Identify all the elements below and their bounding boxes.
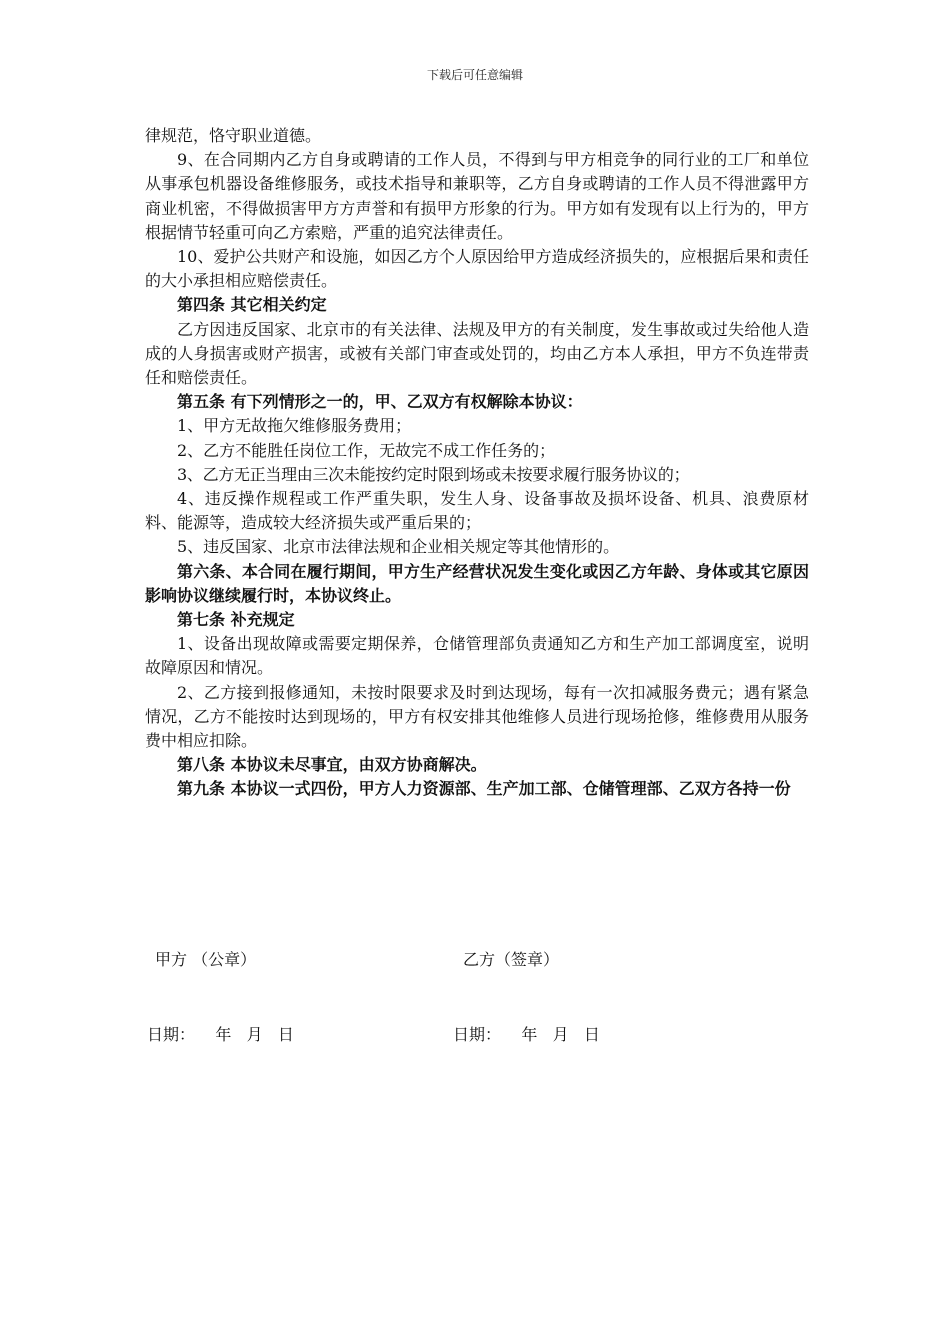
paragraph: 乙方因违反国家、北京市的有关法律、法规及甲方的有关制度，发生事故或过失给他人造成的人身损害或财产损害，或被有关部门审查或处罚的，均由乙方本人承担，甲方不负连带责任和赔偿责任。 — [145, 319, 809, 388]
list-item: 1、设备出现故障或需要定期保养，仓储管理部负责通知乙方和生产加工部调度室，说明故障原因和情况。 — [145, 634, 809, 678]
list-item: 2、乙方接到报修通知，未按时限要求及时到达现场，每有一次扣减服务费元；遇有紧急情况，乙方不能按时达到现场的，甲方有权安排其他维修人员进行现场抢修，维修费用从服务费中相应扣除。 — [145, 682, 809, 751]
section-heading: 第六条、本合同在履行期间，甲方生产经营状况发生变化或因乙方年龄、身体或其它原因影响协议继续履行时，本协议终止。 — [145, 561, 809, 605]
page-header: 下载后可任意编辑 — [426, 68, 523, 82]
party-b-date-label: 日期： 年 月 日 — [453, 1025, 600, 1044]
paragraph: 律规范，恪守职业道德。 — [145, 126, 322, 145]
list-item: 5、违反国家、北京市法律法规和企业相关规定等其他情形的。 — [177, 537, 620, 557]
section-heading: 第五条 有下列情形之一的，甲、乙双方有权解除本协议： — [177, 392, 583, 412]
section-heading: 第七条 补充规定 — [177, 610, 295, 630]
party-a-seal-label: 甲方 （公章） — [155, 950, 257, 969]
list-item: 4、违反操作规程或工作严重失职，发生人身、设备事故及损坏设备、机具、浪费原材料、能源等，造成较大经济损失或严重后果的； — [145, 489, 809, 533]
paragraph: 10、爱护公共财产和设施，如因乙方个人原因给甲方造成经济损失的，应根据后果和责任的大小承担相应赔偿责任。 — [145, 247, 809, 291]
section-heading: 第八条 本协议未尽事宜，由双方协商解决。 — [177, 755, 487, 775]
paragraph: 9、在合同期内乙方自身或聘请的工作人员，不得到与甲方相竞争的同行业的工厂和单位从事承包机器设备维修服务，或技术指导和兼职等，乙方自身或聘请的工作人员不得泄露甲方商业机密，不得做损害甲方方声誉和有损甲方形象的行为。甲方如有发现有以上行为的，甲方根据情节轻重可向乙方索赔，严重的追究法律责任。 — [145, 150, 809, 242]
list-item: 1、甲方无故拖欠维修服务费用； — [177, 416, 412, 436]
document-body — [145, 124, 809, 802]
party-b-sign-label: 乙方（签章） — [463, 950, 560, 969]
list-item: 2、乙方不能胜任岗位工作，无故完不成工作任务的； — [177, 440, 556, 460]
section-heading: 第四条 其它相关约定 — [177, 295, 327, 315]
section-heading: 第九条 本协议一式四份，甲方人力资源部、生产加工部、仓储管理部、乙双方各持一份 — [177, 779, 791, 799]
party-a-date-label: 日期： 年 月 日 — [147, 1025, 294, 1044]
list-item: 3、乙方无正当理由三次未能按约定时限到场或未按要求履行服务协议的； — [177, 464, 690, 484]
